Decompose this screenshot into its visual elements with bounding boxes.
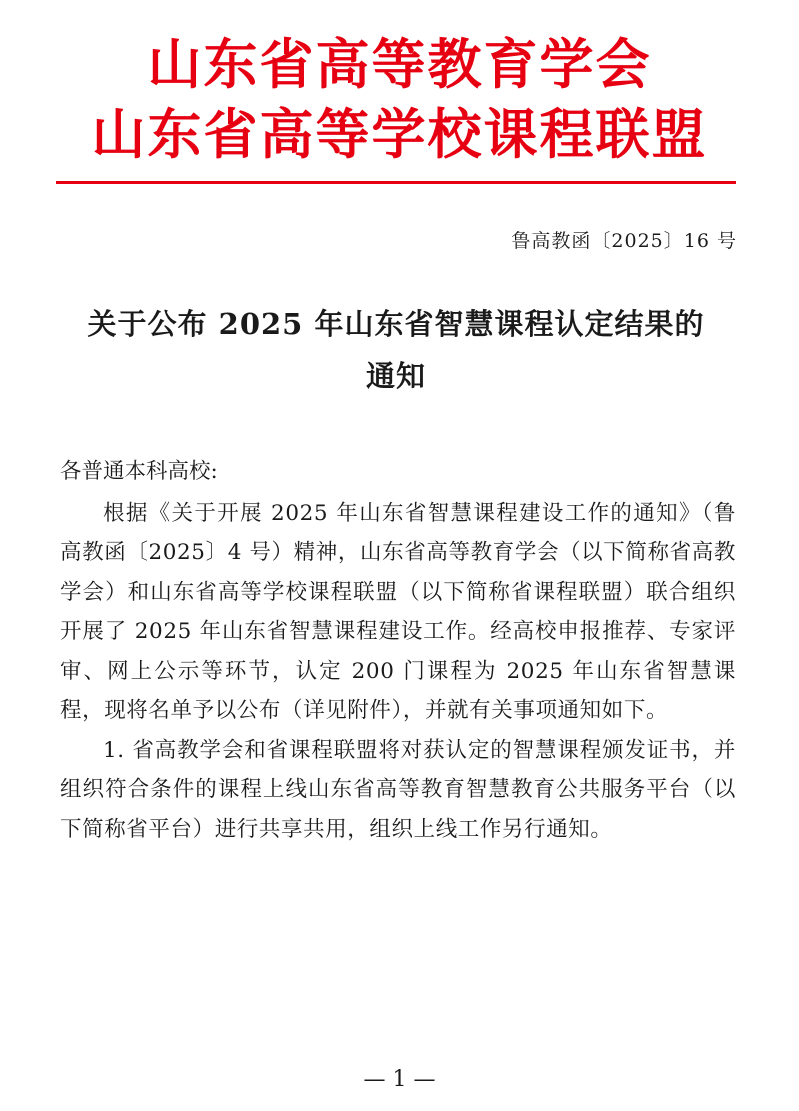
body-paragraph: 1. 省高教学会和省课程联盟将对获认定的智慧课程颁发证书，并组织符合条件的课程上线山东省高等教育智慧教育公共服务平台（以下简称省平台）进行共享共用，组织上线工作另行通知。 <box>60 737 736 842</box>
title-line-2: 通知 <box>365 359 426 393</box>
title-line-1: 关于公布 2025 年山东省智慧课程认定结果的 <box>87 307 705 341</box>
issuer-name-line-2: 山东省高等学校课程联盟 <box>91 103 708 166</box>
document-body <box>60 452 736 849</box>
document-number: 鲁高教函〔2025〕16 号 <box>511 230 737 252</box>
body-paragraph: 根据《关于开展 2025 年山东省智慧课程建设工作的通知》（鲁高教函〔2025〕4 号）精神，山东省高等教育学会（以下简称省高教学会）和山东省高等学校课程联盟（以下简称省课程联盟）联合组织开展了 2025 年山东省智慧课程建设工作。经高校申报推荐、专家评审、网上公示等环节，认定 200 门课程为 2025 年山东省智慧课程，现将名单予以公布（详见附件），并就有关事项通知如下。 <box>60 500 736 723</box>
salutation: 各普通本科高校: <box>60 459 218 484</box>
document-title <box>56 298 736 402</box>
issuer-name-line-1: 山东省高等教育学会 <box>147 33 652 96</box>
page-number: — 1 — <box>363 1067 436 1092</box>
header-divider <box>56 181 736 184</box>
